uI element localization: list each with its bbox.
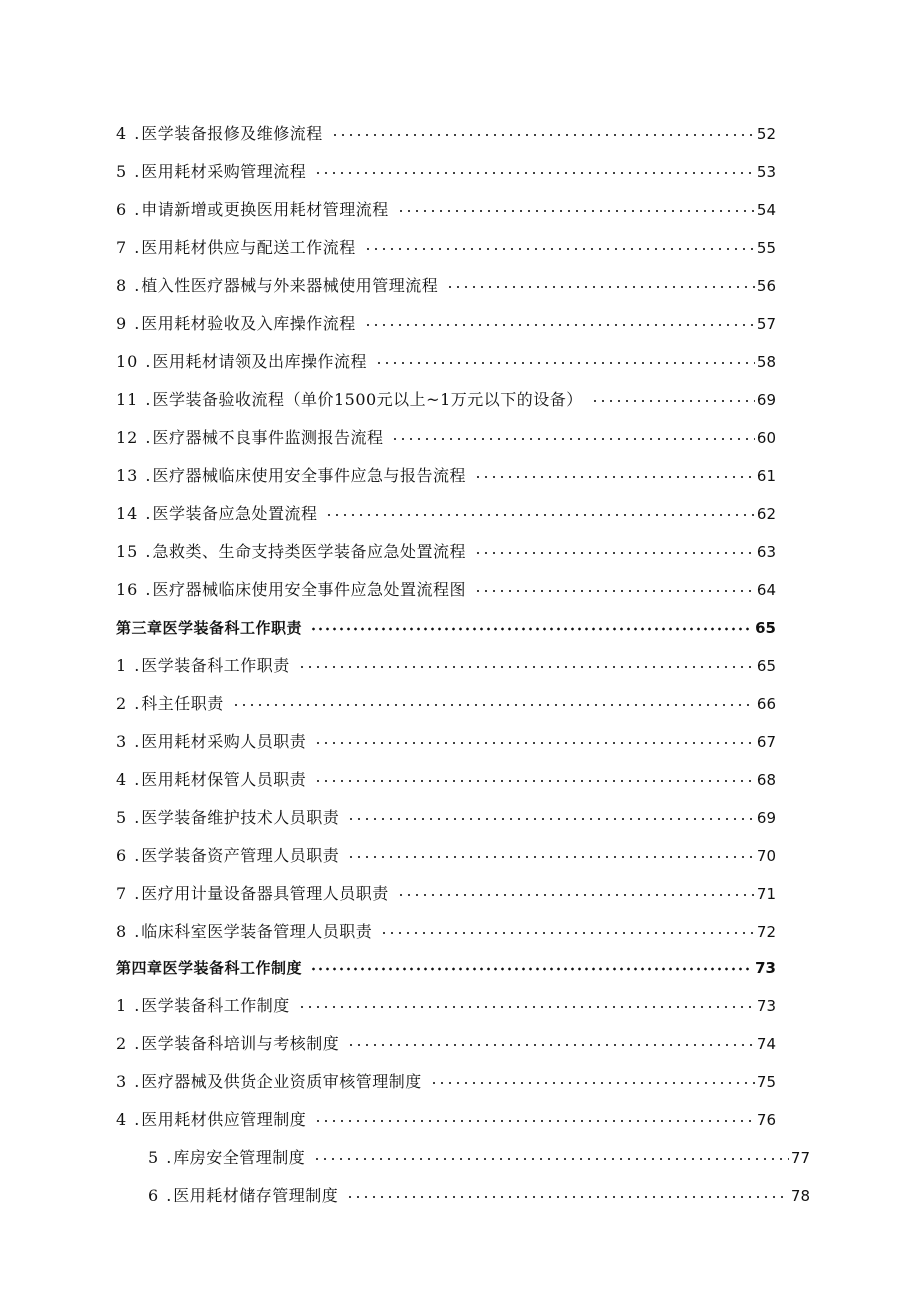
- dot-leader: [364, 321, 755, 329]
- entry-page: 64: [756, 581, 776, 599]
- toc-entry[interactable]: 4 . 医学装备报修及维修流程 52: [116, 124, 776, 143]
- entry-page: 63: [756, 543, 776, 561]
- entry-title: 医疗用计量设备器具管理人员职责: [141, 884, 389, 903]
- entry-number: 10: [116, 352, 139, 371]
- dot-leader: [331, 131, 755, 139]
- entry-title: 医用耗材储存管理制度: [173, 1186, 339, 1205]
- entry-page: 61: [756, 467, 776, 485]
- entry-number: 1: [116, 656, 128, 675]
- entry-number: 14: [116, 504, 139, 523]
- entry-page: 65: [755, 619, 776, 637]
- entry-title: 医用耗材验收及入库操作流程: [141, 314, 356, 333]
- entry-page: 71: [756, 885, 776, 903]
- entry-number: 12: [116, 428, 139, 447]
- toc-entry[interactable]: 13 . 医疗器械临床使用安全事件应急与报告流程 61: [116, 466, 776, 485]
- toc-entry[interactable]: 1 . 医学装备科工作制度 73: [116, 996, 776, 1015]
- chapter-title: 第三章医学装备科工作职责: [116, 619, 303, 637]
- toc-entry[interactable]: 10 . 医用耗材请领及出库操作流程 58: [116, 352, 776, 371]
- entry-title: 植入性医疗器械与外来器械使用管理流程: [141, 276, 439, 295]
- entry-page: 56: [756, 277, 776, 295]
- entry-title: 医学装备维护技术人员职责: [141, 808, 340, 827]
- dot-leader: [314, 169, 755, 177]
- entry-title: 医用耗材保管人员职责: [141, 770, 307, 789]
- entry-number: 8: [116, 922, 128, 941]
- chapter-title: 第四章医学装备科工作制度: [116, 959, 303, 977]
- entry-number: 3: [116, 732, 128, 751]
- toc-entry[interactable]: 2 . 医学装备科培训与考核制度 74: [116, 1034, 776, 1053]
- dot-leader: [380, 929, 755, 937]
- entry-title: 医学装备资产管理人员职责: [141, 846, 340, 865]
- dot-leader: [298, 663, 755, 671]
- dot-leader: [474, 549, 755, 557]
- dot-leader: [397, 891, 755, 899]
- toc-entry[interactable]: 16 . 医疗器械临床使用安全事件应急处置流程图 64: [116, 580, 776, 599]
- toc-entry[interactable]: 9 . 医用耗材验收及入库操作流程 57: [116, 314, 776, 333]
- entry-title: 医学装备报修及维修流程: [141, 124, 323, 143]
- entry-number: 7: [116, 884, 128, 903]
- entry-number: 11: [116, 390, 139, 409]
- toc-entry[interactable]: 14 . 医学装备应急处置流程 62: [116, 504, 776, 523]
- toc-entry[interactable]: 8 . 植入性医疗器械与外来器械使用管理流程 56: [116, 276, 776, 295]
- toc-entry[interactable]: 5 . 库房安全管理制度 77: [148, 1148, 810, 1167]
- entry-page: 66: [756, 695, 776, 713]
- toc-entry[interactable]: 5 . 医学装备维护技术人员职责 69: [116, 808, 776, 827]
- entry-number: 7: [116, 238, 128, 257]
- entry-title: 科主任职责: [141, 694, 224, 713]
- dot-leader: [430, 1079, 755, 1087]
- entry-page: 58: [756, 353, 776, 371]
- dot-leader: [310, 965, 753, 973]
- entry-title: 申请新增或更换医用耗材管理流程: [141, 200, 389, 219]
- entry-title: 急救类、生命支持类医学装备应急处置流程: [152, 542, 466, 561]
- entry-page: 73: [756, 997, 776, 1015]
- entry-number: 2: [116, 1034, 128, 1053]
- entry-title: 医疗器械临床使用安全事件应急与报告流程: [152, 466, 466, 485]
- dot-leader: [364, 245, 755, 253]
- entry-number: 13: [116, 466, 139, 485]
- entry-number: 6: [116, 200, 128, 219]
- entry-title: 医学装备科工作制度: [141, 996, 290, 1015]
- entry-page: 62: [756, 505, 776, 523]
- entry-page: 54: [756, 201, 776, 219]
- entry-number: 3: [116, 1072, 128, 1091]
- toc-entry[interactable]: 2 . 科主任职责 66: [116, 694, 776, 713]
- toc-entry[interactable]: 8 . 临床科室医学装备管理人员职责 72: [116, 922, 776, 941]
- toc-entry[interactable]: 15 . 急救类、生命支持类医学装备应急处置流程 63: [116, 542, 776, 561]
- dot-leader: [474, 587, 755, 595]
- entry-page: 73: [755, 959, 776, 977]
- dot-leader: [314, 739, 755, 747]
- toc-entry[interactable]: 12 . 医疗器械不良事件监测报告流程 60: [116, 428, 776, 447]
- entry-page: 72: [756, 923, 776, 941]
- entry-page: 76: [756, 1111, 776, 1129]
- entry-page: 68: [756, 771, 776, 789]
- dot-leader: [232, 701, 755, 709]
- toc-entry[interactable]: 5 . 医用耗材采购管理流程 53: [116, 162, 776, 181]
- toc-entry[interactable]: 4 . 医用耗材保管人员职责 68: [116, 770, 776, 789]
- toc-entry[interactable]: 6 . 医学装备资产管理人员职责 70: [116, 846, 776, 865]
- dot-leader: [397, 207, 755, 215]
- dot-leader: [313, 1155, 789, 1163]
- entry-number: 5: [116, 808, 128, 827]
- dot-leader: [347, 815, 755, 823]
- entry-number: 4: [116, 770, 128, 789]
- entry-page: 57: [756, 315, 776, 333]
- entry-title: 医用耗材供应管理制度: [141, 1110, 307, 1129]
- entry-title: 医用耗材请领及出库操作流程: [152, 352, 367, 371]
- entry-number: 15: [116, 542, 139, 561]
- entry-number: 1: [116, 996, 128, 1015]
- entry-page: 75: [756, 1073, 776, 1091]
- entry-title: 医疗器械临床使用安全事件应急处置流程图: [152, 580, 466, 599]
- entry-title: 医学装备验收流程（单价1500元以上~1万元以下的设备）: [152, 390, 583, 409]
- entry-page: 78: [790, 1187, 810, 1205]
- entry-title: 医学装备科培训与考核制度: [141, 1034, 340, 1053]
- entry-number: 6: [116, 846, 128, 865]
- entry-page: 60: [756, 429, 776, 447]
- dot-leader: [347, 1041, 755, 1049]
- toc-entry[interactable]: 11 . 医学装备验收流程（单价1500元以上~1万元以下的设备） 69: [116, 390, 776, 409]
- entry-page: 67: [756, 733, 776, 751]
- entry-page: 70: [756, 847, 776, 865]
- dot-leader: [314, 1117, 755, 1125]
- toc-chapter-3[interactable]: [116, 610, 776, 638]
- toc-entry[interactable]: 3 . 医用耗材采购人员职责 67: [116, 732, 776, 751]
- dot-leader: [346, 1193, 789, 1201]
- entry-title: 库房安全管理制度: [173, 1148, 306, 1167]
- entry-page: 53: [756, 163, 776, 181]
- toc-entry[interactable]: 6 . 申请新增或更换医用耗材管理流程 54: [116, 200, 776, 219]
- entry-number: 5: [148, 1148, 160, 1167]
- toc-entry[interactable]: 7 . 医疗用计量设备器具管理人员职责 71: [116, 884, 776, 903]
- dot-leader: [375, 359, 755, 367]
- toc-chapter-4[interactable]: [116, 950, 776, 978]
- dot-leader: [310, 625, 753, 633]
- entry-page: 69: [756, 391, 776, 409]
- entry-title: 医用耗材供应与配送工作流程: [141, 238, 356, 257]
- entry-title: 医学装备应急处置流程: [152, 504, 318, 523]
- entry-number: 16: [116, 580, 139, 599]
- entry-number: 4: [116, 124, 128, 143]
- entry-number: 4: [116, 1110, 128, 1129]
- dot-leader: [347, 853, 755, 861]
- entry-number: 8: [116, 276, 128, 295]
- toc-entry[interactable]: 4 . 医用耗材供应管理制度 76: [116, 1110, 776, 1129]
- dot-leader: [314, 777, 755, 785]
- dot-leader: [446, 283, 755, 291]
- dot-leader: [474, 473, 755, 481]
- entry-page: 52: [756, 125, 776, 143]
- dot-leader: [325, 511, 754, 519]
- entry-page: 74: [756, 1035, 776, 1053]
- entry-title: 临床科室医学装备管理人员职责: [141, 922, 373, 941]
- toc-entry[interactable]: 7 . 医用耗材供应与配送工作流程 55: [116, 238, 776, 257]
- entry-number: 5: [116, 162, 128, 181]
- entry-page: 69: [756, 809, 776, 827]
- dot-leader: [298, 1003, 755, 1011]
- entry-title: 医用耗材采购管理流程: [141, 162, 307, 181]
- entry-title: 医学装备科工作职责: [141, 656, 290, 675]
- entry-title: 医疗器械及供货企业资质审核管理制度: [141, 1072, 422, 1091]
- toc-entry[interactable]: 1 . 医学装备科工作职责 65: [116, 656, 776, 675]
- toc-entry[interactable]: 6 . 医用耗材储存管理制度 78: [148, 1186, 810, 1205]
- dot-leader: [591, 397, 755, 405]
- dot-leader: [391, 435, 754, 443]
- entry-page: 65: [756, 657, 776, 675]
- entry-page: 55: [756, 239, 776, 257]
- entry-number: 2: [116, 694, 128, 713]
- entry-number: 9: [116, 314, 128, 333]
- entry-number: 6: [148, 1186, 160, 1205]
- entry-page: 77: [790, 1149, 810, 1167]
- entry-title: 医用耗材采购人员职责: [141, 732, 307, 751]
- entry-title: 医疗器械不良事件监测报告流程: [152, 428, 384, 447]
- toc-entry[interactable]: 3 . 医疗器械及供货企业资质审核管理制度 75: [116, 1072, 776, 1091]
